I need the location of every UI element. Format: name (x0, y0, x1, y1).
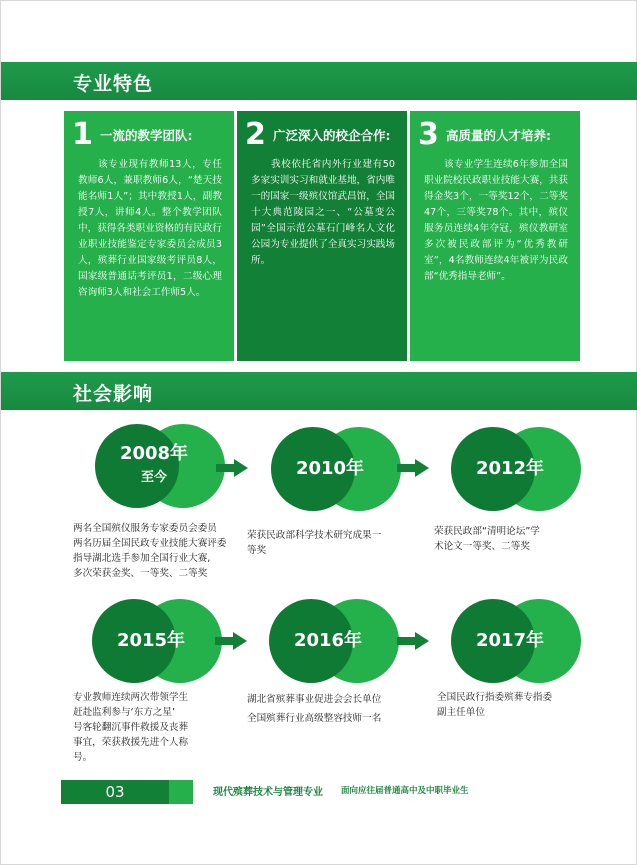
features-section-title: 专业特色 (73, 73, 154, 95)
footer-page-accent (169, 780, 193, 804)
impact-section-title: 社会影响 (73, 383, 154, 405)
card-body: 该专业现有教师13人，专任教师6人，兼职教师6人，“楚天技能名师1人”；其中教授1人，副教授7人，讲师4人。整个教学团队中，获得各类职业资格的有民政行业职业技能鉴定专家委员会成员3人，殡葬行业国家级考评员8人，国家级普通话考评员1，二级心理咨询师3人和社会工作师5人。 (78, 159, 222, 298)
timeline-desc-2012: 荣获民政部“清明论坛”学 术论文一等奖、二等奖 (434, 526, 540, 552)
footer-audience: 面向应往届普通高中及中职毕业生 (341, 786, 469, 796)
card-number: 1 (72, 117, 93, 152)
page-number: 03 (105, 783, 125, 801)
timeline-year-2012 (451, 427, 581, 511)
feature-card-school-enterprise (237, 111, 407, 361)
year-label: 2017年 (475, 630, 545, 651)
year-sub-label: 至今 (140, 470, 167, 485)
timeline-year-2010 (271, 427, 401, 511)
year-label: 2010年 (295, 458, 365, 479)
card-title: 一流的教学团队: (100, 128, 193, 143)
card-number: 3 (418, 117, 439, 152)
feature-card-teaching-team (64, 111, 234, 361)
card-title: 高质量的人才培养: (446, 128, 551, 143)
timeline-year-2008 (95, 424, 225, 508)
timeline-arrow-icon (397, 459, 429, 477)
timeline-year-2016 (269, 599, 399, 683)
card-body: 我校依托省内外行业建有50多家实训实习和就业基地，省内唯一的国家一级殡仪馆武昌馆，全国十大典范陵园之一、“公墓变公园”全国示范公墓石门峰名人文化公园为专业提供了全真实习实践场所。 (251, 159, 395, 266)
year-label: 2012年 (475, 458, 545, 479)
card-body: 该专业学生连续6年参加全国职业院校民政职业技能大赛，共获得金奖3个，一等奖12个，二等奖47个，三等奖78个。其中，殡仪服务员连续4年夺冠，殡仪教研室多次被民政部评为“优秀教研室”，4名教师连续4年被评为民政部“优秀指导老师”。 (424, 159, 568, 282)
year-label: 2008年 (119, 443, 189, 464)
timeline-desc-2016: 湖北省殡葬事业促进会会长单位 全国殡葬行业高级整容技师一名 (247, 694, 382, 724)
impact-section-bar (1, 372, 637, 410)
features-section-bar (1, 62, 637, 100)
timeline-year-2017 (451, 599, 581, 683)
year-label: 2015年 (116, 630, 186, 651)
timeline-desc-2017: 全国民政行指委殡葬专指委 副主任单位 (437, 692, 553, 718)
timeline-year-2015 (92, 599, 222, 683)
timeline-arrow-icon (215, 632, 247, 650)
timeline-arrow-icon (216, 459, 248, 477)
card-title: 广泛深入的校企合作: (273, 128, 391, 143)
card-number: 2 (245, 117, 266, 152)
timeline-arrow-icon (397, 632, 429, 650)
timeline-desc-2015: 专业教师连续两次带领学生 赶赴监利参与‘东方之星’ 号客轮翻沉事件救援及丧葬 事宜，荣获救援先进个人称 号。 (73, 692, 189, 763)
timeline-desc-2010: 荣获民政部科学技术研究成果一 等奖 (247, 530, 382, 556)
year-label: 2016年 (293, 630, 363, 651)
footer-program-title: 现代殡葬技术与管理专业 (213, 787, 323, 798)
timeline-desc-2008: 两名全国殡仪服务专家委员会委员 两名历届全国民政专业技能大赛评委 指导湖北选手参加全国行业大赛, 多次荣获金奖、一等奖、二等奖 (73, 523, 227, 579)
feature-card-talent-training (410, 111, 580, 361)
